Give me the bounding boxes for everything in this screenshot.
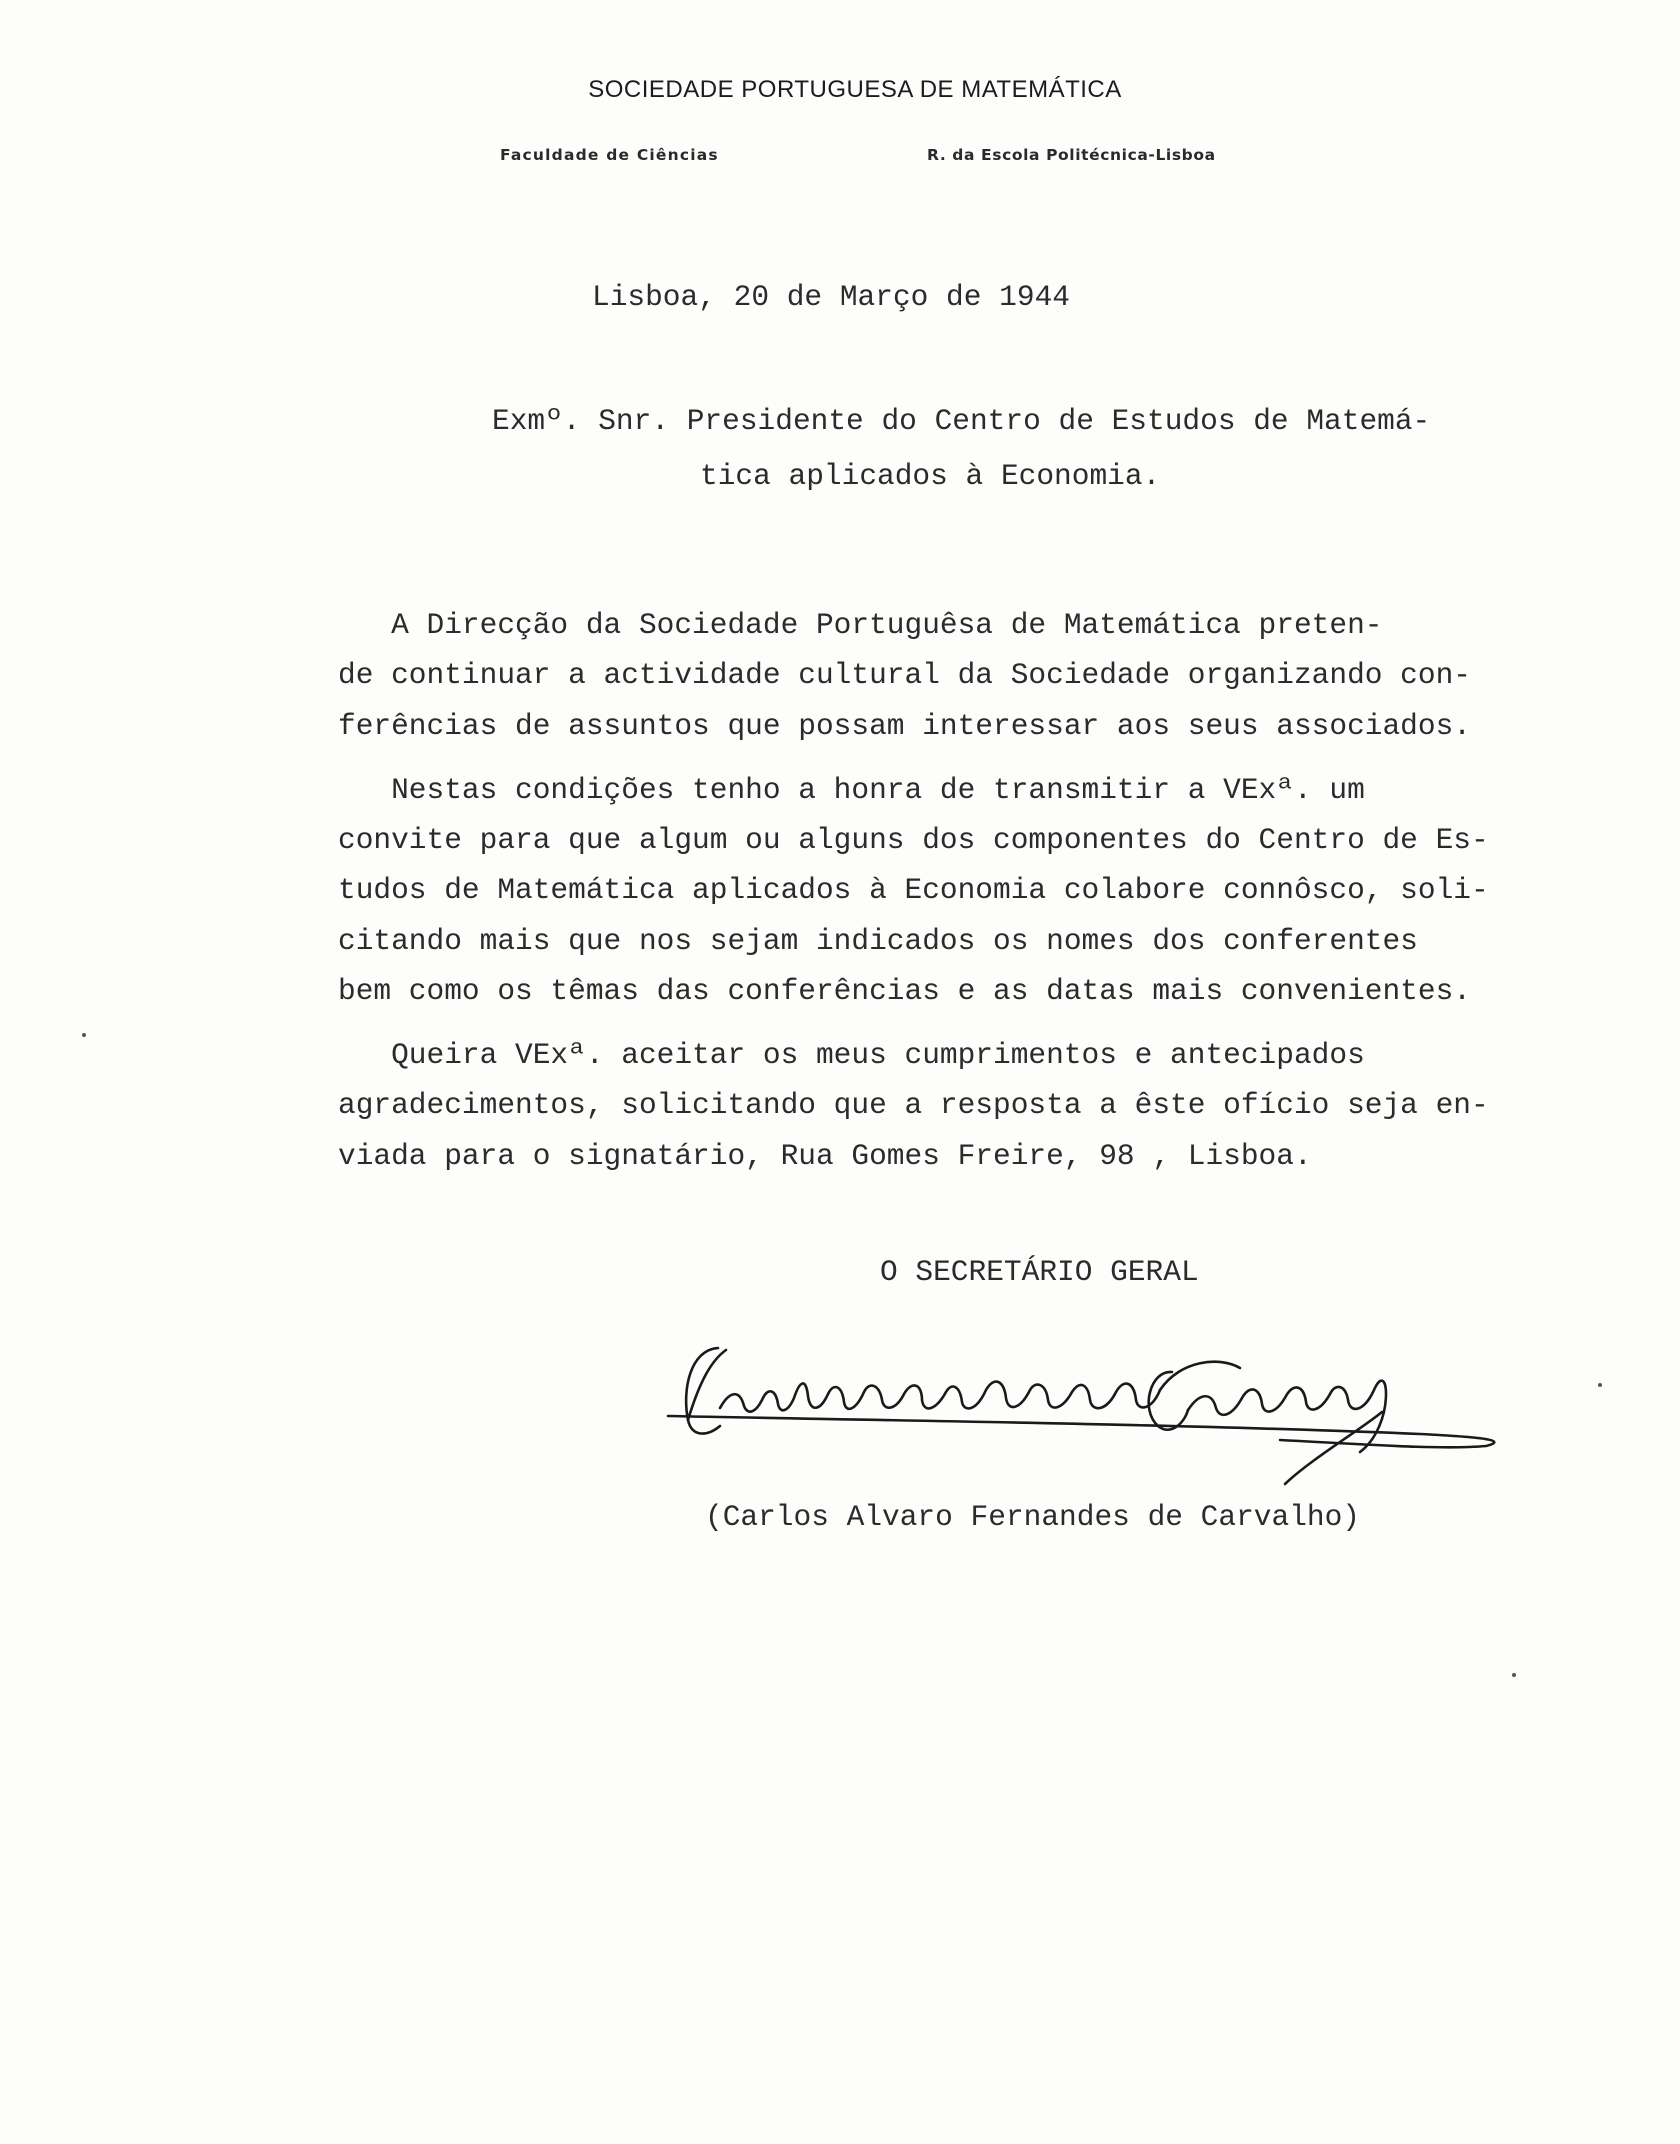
body-line: ferências de assuntos que possam interessar aos seus associados. — [338, 709, 1471, 743]
handwritten-signature — [660, 1320, 1540, 1490]
signatory-name: (Carlos Alvaro Fernandes de Carvalho) — [705, 1500, 1361, 1534]
body-line: convite para que algum ou alguns dos componentes do Centro de Es- — [338, 823, 1489, 857]
addressee-line-1: Exmº. Snr. Presidente do Centro de Estudos de Matemá- — [492, 404, 1431, 438]
ink-speck — [1598, 1383, 1602, 1387]
body-line: de continuar a actividade cultural da Sociedade organizando con- — [338, 658, 1471, 692]
body-line: bem como os têmas das conferências e as datas mais convenientes. — [338, 974, 1471, 1008]
body-line: agradecimentos, solicitando que a resposta a êste ofício seja en- — [338, 1088, 1489, 1122]
date-line: Lisboa, 20 de Março de 1944 — [592, 280, 1070, 314]
body-line: citando mais que nos sejam indicados os nomes dos conferentes — [338, 924, 1418, 958]
body-line: A Direcção da Sociedade Portuguêsa de Matemática preten- — [338, 608, 1383, 642]
body-line: tudos de Matemática aplicados à Economia colabore connôsco, soli- — [338, 873, 1489, 907]
signoff-title: O SECRETÁRIO GERAL — [880, 1255, 1199, 1289]
letterhead-society: SOCIEDADE PORTUGUESA DE MATEMÁTICA — [588, 76, 1122, 103]
ink-speck — [1512, 1673, 1516, 1677]
ink-speck — [82, 1033, 86, 1037]
body-line: viada para o signatário, Rua Gomes Freire, 98 , Lisboa. — [338, 1139, 1312, 1173]
addressee-line-2: tica aplicados à Economia. — [700, 459, 1161, 493]
letterhead-faculty: Faculdade de Ciências — [500, 146, 719, 164]
letterhead-address: R. da Escola Politécnica-Lisboa — [927, 146, 1216, 164]
body-line: Queira VExª. aceitar os meus cumprimentos e antecipados — [338, 1038, 1365, 1072]
body-line: Nestas condições tenho a honra de transmitir a VExª. um — [338, 773, 1365, 807]
